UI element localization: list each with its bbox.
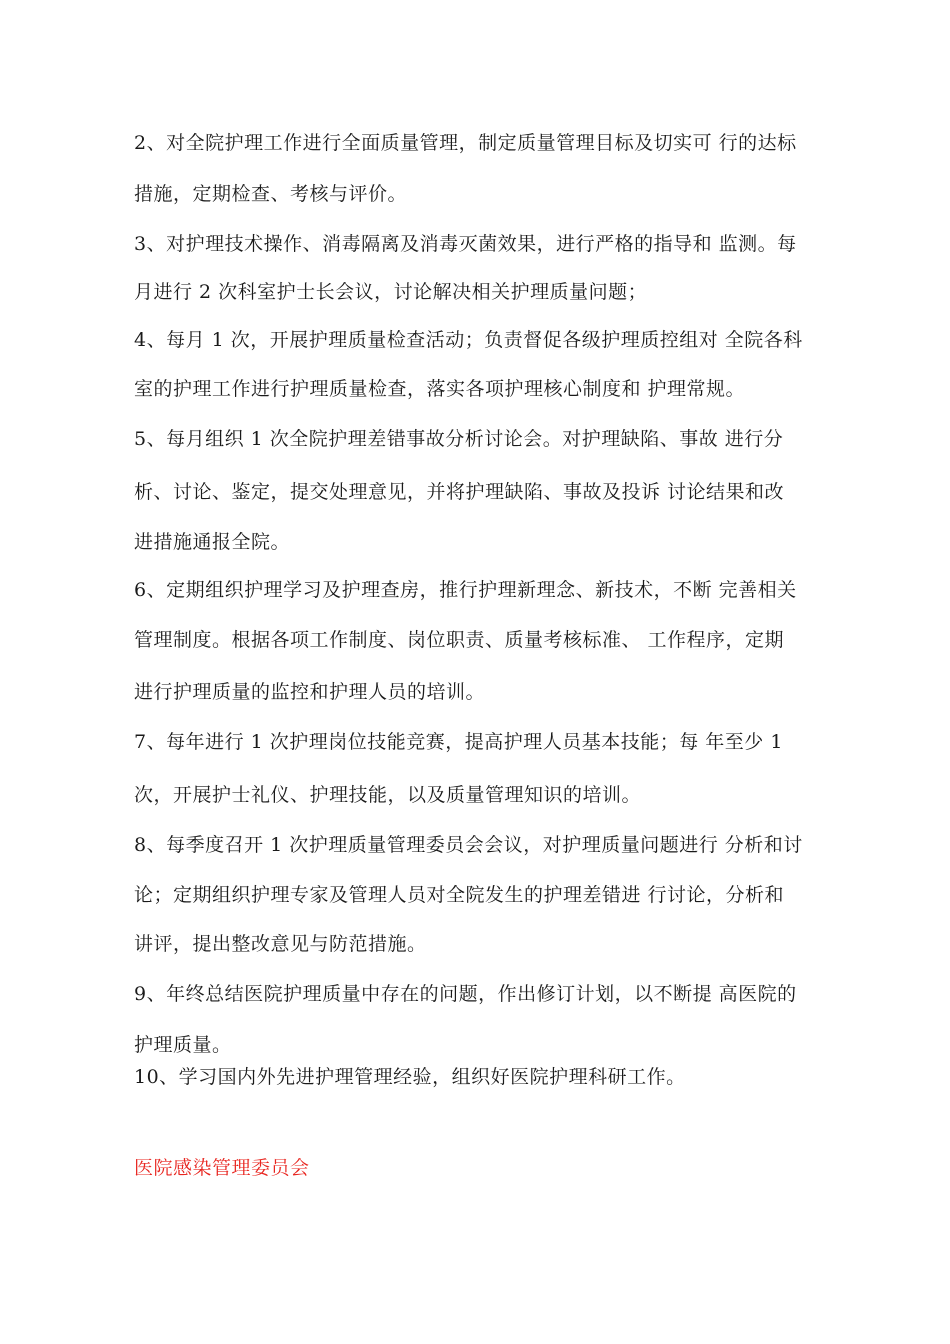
- text-line: 论；定期组织护理专家及管理人员对全院发生的护理差错进 行讨论，分析和: [134, 884, 785, 906]
- text-line: 6、定期组织护理学习及护理查房，推行护理新理念、新技术，不断 完善相关: [134, 579, 797, 601]
- text-line: 次，开展护士礼仪、护理技能，以及质量管理知识的培训。: [134, 784, 642, 806]
- text-line: 7、每年进行 1 次护理岗位技能竞赛，提高护理人员基本技能；每 年至少 1: [134, 731, 783, 753]
- text-line: 室的护理工作进行护理质量检查，落实各项护理核心制度和 护理常规。: [134, 378, 746, 400]
- text-line: 进措施通报全院。: [134, 531, 291, 553]
- text-line: 5、每月组织 1 次全院护理差错事故分析讨论会。对护理缺陷、事故 进行分: [134, 428, 784, 450]
- text-line: 进行护理质量的监控和护理人员的培训。: [134, 681, 486, 703]
- text-line: 9、年终总结医院护理质量中存在的问题，作出修订计划，以不断提 高医院的: [134, 983, 797, 1005]
- text-line: 护理质量。: [134, 1034, 232, 1056]
- text-line: 析、讨论、鉴定，提交处理意见，并将护理缺陷、事故及投诉 讨论结果和改: [134, 481, 785, 503]
- text-line: 8、每季度召开 1 次护理质量管理委员会会议，对护理质量问题进行 分析和讨: [134, 834, 803, 856]
- text-line: 月进行 2 次科室护士长会议，讨论解决相关护理质量问题；: [134, 281, 648, 303]
- text-line: 10、学习国内外先进护理管理经验，组织好医院护理科研工作。: [134, 1066, 686, 1088]
- text-line: 措施，定期检查、考核与评价。: [134, 183, 408, 205]
- text-line: 4、每月 1 次，开展护理质量检查活动；负责督促各级护理质控组对 全院各科: [134, 329, 803, 351]
- text-line: 2、对全院护理工作进行全面质量管理，制定质量管理目标及切实可 行的达标: [134, 132, 797, 154]
- section-heading: 医院感染管理委员会: [134, 1157, 310, 1179]
- text-line: 3、对护理技术操作、消毒隔离及消毒灭菌效果，进行严格的指导和 监测。每: [134, 233, 797, 255]
- text-line: 讲评，提出整改意见与防范措施。: [134, 933, 427, 955]
- text-line: 管理制度。根据各项工作制度、岗位职责、质量考核标准、 工作程序，定期: [134, 629, 785, 651]
